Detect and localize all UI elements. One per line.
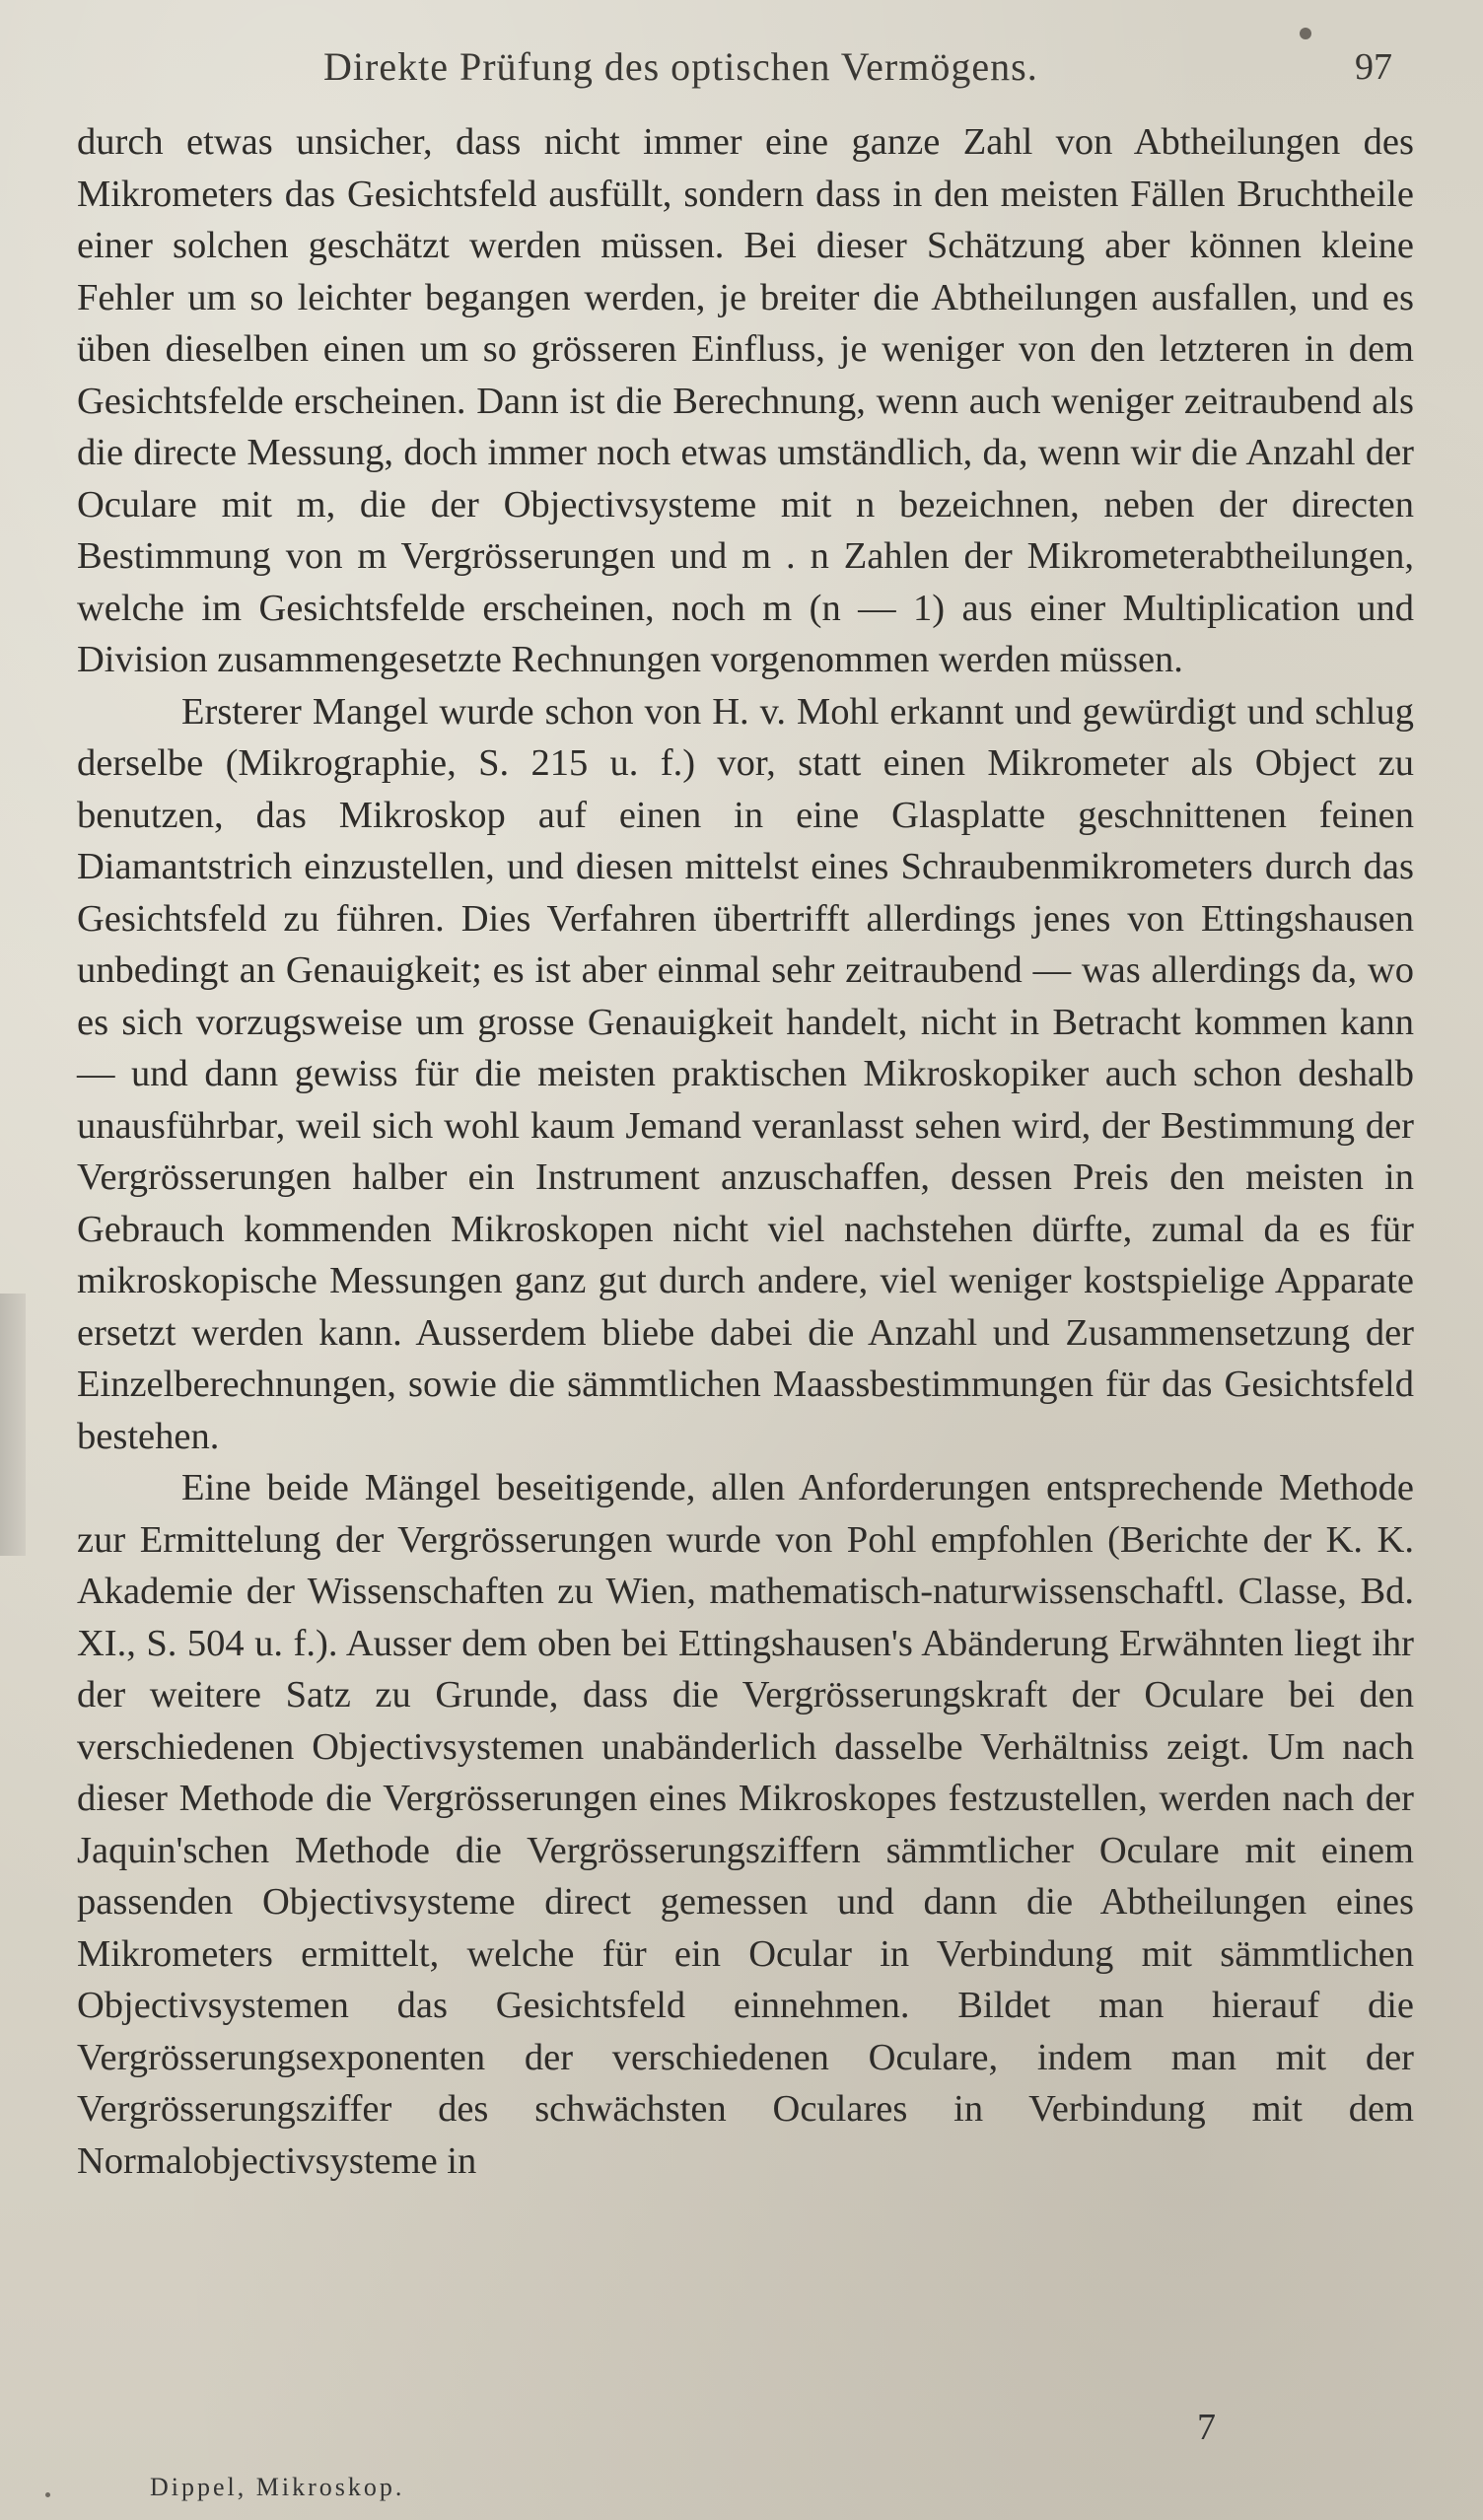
footer-signature: Dippel, Mikroskop. — [150, 2473, 405, 2501]
ink-spot — [45, 2492, 50, 2497]
running-title: Direkte Prüfung des optischen Vermögens. — [323, 44, 1038, 89]
ink-spot — [1300, 28, 1311, 39]
page-edge-strip — [0, 1294, 26, 1556]
paragraph-pohl-method: Eine beide Mängel beseitigende, allen Anforderungen entsprechende Methode zur Ermittelung der Vergrösserungen wurde von Pohl empfohlen (Berichte der K. K. Akademie der Wissenschaften zu Wien, mathematisch-naturwissenschaftl. Classe, Bd. XI., S. 504 u. f.). Ausser dem oben bei Ettingshausen's Abänderung Erwähnten liegt ihr der weitere Satz zu Grunde, dass die Vergrösserungskraft der Oculare bei den verschiedenen Objectivsystemen unabänderlich dasselbe Verhältniss zeigt. Um nach dieser Methode die Vergrösserungen eines Mikroskopes festzustellen, werden nach der Jaquin'schen Methode die Vergrösserungsziffern sämmtlicher Oculare mit einem passenden Objectivsysteme direct gemessen und dann die Abtheilungen eines Mikrometers ermittelt, welche für ein Ocular in Verbindung mit sämmtlichen Objectivsystemen das Gesichtsfeld einnehmen. Bildet man hierauf die Vergrösserungsexponenten der verschiedenen Oculare, indem man mit der Vergrösserungsziffer des schwächsten Oculares in Verbindung mit dem Normalobjectivsysteme in — [77, 1467, 1414, 2182]
page-header — [77, 39, 1422, 99]
paragraph-continued: durch etwas unsicher, dass nicht immer eine ganze Zahl von Abtheilungen des Mikrometers das Gesichtsfeld ausfüllt, sondern dass in den meisten Fällen Bruchtheile einer solchen geschätzt werden müssen. Bei dieser Schätzung aber können kleine Fehler um so leichter begangen werden, je breiter die Abtheilungen ausfallen, und es üben dieselben einen um so grösseren Einfluss, je weniger von den letzteren in dem Gesichtsfelde erscheinen. Dann ist die Berechnung, wenn auch weniger zeitraubend als die directe Messung, doch immer noch etwas umständlich, da, wenn wir die Anzahl der Oculare mit m, die der Objectivsysteme mit n bezeichnen, neben der directen Bestimmung von m Vergrösserungen und m . n Zahlen der Mikrometerabtheilungen, welche im Gesichtsfelde erscheinen, noch m (n — 1) aus einer Multiplication und Division zusammengesetzte Rechnungen vorgenommen werden müssen. — [77, 121, 1414, 680]
paragraph-mohl-method: Ersterer Mangel wurde schon von H. v. Mohl erkannt und gewürdigt und schlug derselbe (Mikrographie, S. 215 u. f.) vor, statt einen Mikrometer als Object zu benutzen, das Mikroskop auf einen in eine Glasplatte geschnittenen feinen Diamantstrich einzustellen, und diesen mittelst eines Schraubenmikrometers durch das Gesichtsfeld zu führen. Dies Verfahren übertrifft allerdings jenes von Ettingshausen unbedingt an Genauigkeit; es ist aber einmal sehr zeitraubend — was allerdings da, wo es sich vorzugsweise um grosse Genauigkeit handelt, nicht in Betracht kommen kann — und dann gewiss für die meisten praktischen Mikroskopiker auch schon deshalb unausführbar, weil sich wohl kaum Jemand veranlasst sehen wird, der Bestimmung der Vergrösserungen halber ein Instrument anzuschaffen, dessen Preis den meisten in Gebrauch kommenden Mikroskopen nicht viel nachstehen dürfte, zumal da es für mikroskopische Messungen ganz gut durch andere, viel weniger kostspielige Apparate ersetzt werden kann. Ausserdem bliebe dabei die Anzahl und Zusammensetzung der Einzelberechnungen, sowie die sämmtlichen Maassbestimmungen für das Gesichtsfeld bestehen. — [77, 690, 1414, 1457]
text-body — [77, 116, 1414, 2187]
page-number: 97 — [1355, 46, 1392, 88]
sheet-number: 7 — [1197, 2407, 1216, 2448]
